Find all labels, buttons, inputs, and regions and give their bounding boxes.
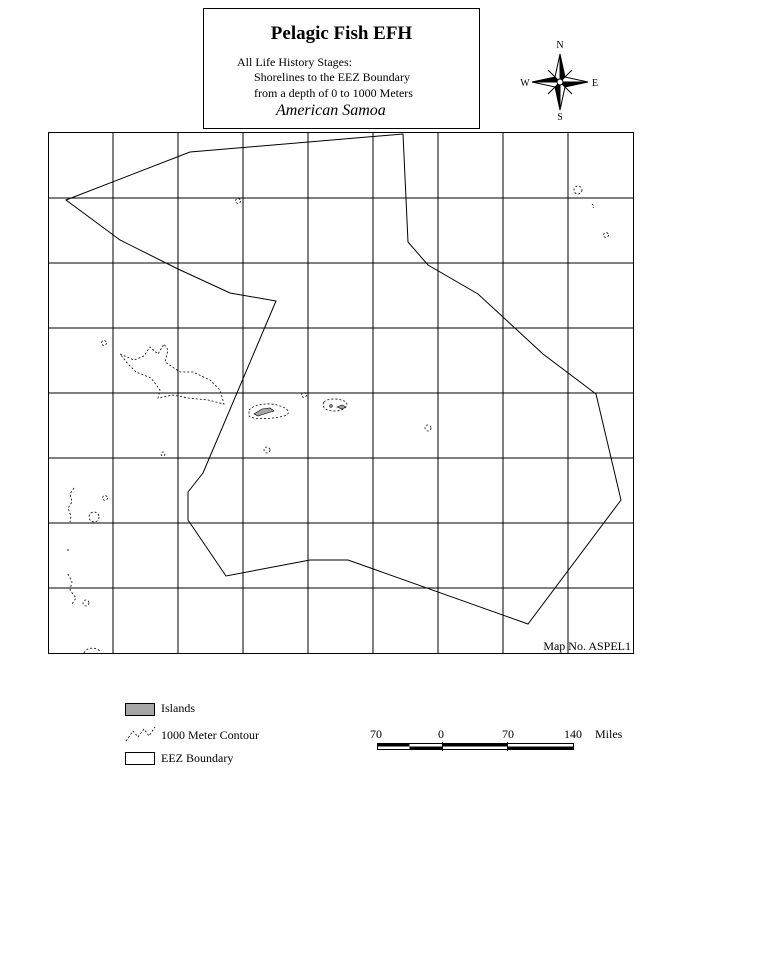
legend [125,700,325,780]
scale-bar-graphic [377,742,575,754]
scale-unit: Miles [595,727,623,741]
legend-contour-label: 1000 Meter Contour [161,728,259,742]
title-box [203,8,480,129]
eez-boundary [66,134,621,624]
subtitle-line-1: All Life History Stages: [237,55,352,69]
legend-eez-label: EEZ Boundary [161,751,234,765]
map-title: Pelagic Fish EFH [270,23,413,44]
legend-islands-swatch [125,703,155,716]
map-number: Map No. ASPEL1 [543,639,631,653]
compass-south-label: S [557,112,563,122]
scale-label-140: 140 [564,727,582,741]
island-manua [337,405,346,409]
compass-east-label: E [591,78,599,89]
scale-label-70-right: 70 [502,727,514,741]
island-tutuila [254,408,274,416]
scale-label-0: 0 [438,727,444,741]
compass-west-label: W [520,78,530,89]
legend-contour-icon [125,725,157,743]
contour-lines [68,186,609,653]
grid-lines [48,132,634,654]
subtitle-line-2: Shorelines to the EEZ Boundary [254,70,410,84]
scale-label-70-left: 70 [370,727,382,741]
islands [254,405,346,416]
scale-bar [370,727,640,757]
subtitle-line-3: from a depth of 0 to 1000 Meters [254,86,413,100]
region-name: American Samoa [276,102,386,119]
map-frame [48,132,634,654]
legend-islands-label: Islands [161,701,195,715]
map-canvas [48,132,634,654]
compass-north-label: N [556,40,564,51]
legend-eez-swatch [125,752,155,765]
compass-rose-icon [520,38,600,122]
